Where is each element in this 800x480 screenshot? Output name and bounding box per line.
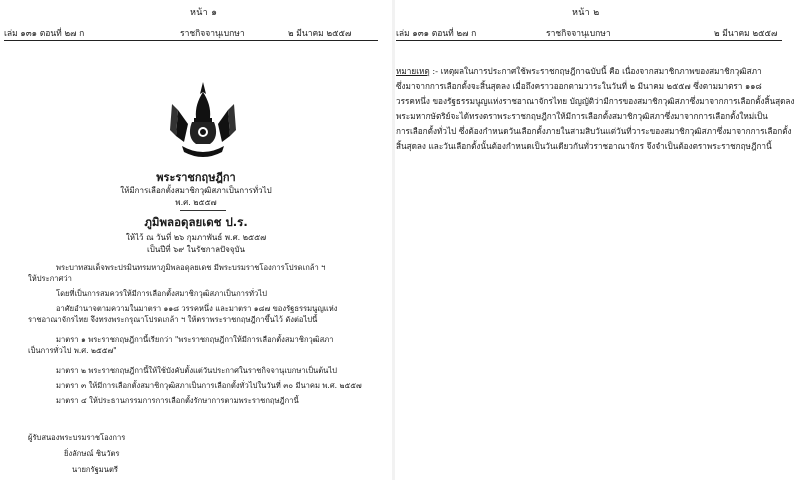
gazette-page-1 (0, 0, 392, 480)
section-4: มาตรา ๔ ให้ประธานกรรมการการเลือกตั้งรักษาการตามพระราชกฤษฎีกานี้ (56, 396, 299, 405)
reign-year: เป็นปีที่ ๖๙ ในรัชกาลปัจจุบัน (147, 245, 245, 254)
section-3: มาตรา ๓ ให้มีการเลือกตั้งสมาชิกวุฒิสภาเป็นการเลือกตั้งทั่วไปในวันที่ ๓๐ มีนาคม พ.ศ. ๒๕๕๗ (56, 381, 362, 390)
page-header (396, 0, 800, 44)
countersign-title: นายกรัฐมนตรี (72, 465, 118, 474)
page-number: หน้า ๒ (572, 8, 600, 18)
body-line: ราชอาณาจักรไทย จึงทรงพระกรุณาโปรดเกล้า ฯ ให้ตราพระราชกฤษฎีกาขึ้นไว้ ดังต่อไปนี้ (28, 315, 318, 324)
issue-date: ๒ มีนาคม ๒๕๕๗ (288, 29, 352, 39)
page-number: หน้า ๑ (190, 8, 218, 18)
gazette-name: ราชกิจจานุเบกษา (546, 29, 611, 39)
volume-info: เล่ม ๑๓๑ ตอนที่ ๒๗ ก (396, 29, 477, 39)
header-rule (396, 40, 782, 41)
gazette-page-2 (396, 0, 800, 480)
section-2: มาตรา ๒ พระราชกฤษฎีกานี้ให้ใช้บังคับตั้งแต่วันประกาศในราชกิจจานุเบกษาเป็นต้นไป (56, 366, 337, 375)
page-divider (392, 0, 395, 480)
countersign-role: ผู้รับสนองพระบรมราชโองการ (28, 433, 126, 442)
section-1-cont: เป็นการทั่วไป พ.ศ. ๒๕๕๗" (28, 346, 117, 355)
body-line: อาศัยอำนาจตามความในมาตรา ๑๑๘ วรรคหนึ่ง และมาตรา ๑๘๗ ของรัฐธรรมนูญแห่ง (56, 304, 338, 313)
note-line: ซึ่งมาจากการเลือกตั้งจะสิ้นสุดลง เมื่อถึงคราวออกตามวาระในวันที่ ๒ มีนาคม ๒๕๕๗ ซึ่งตามมาตรา ๑๑๘ (396, 81, 762, 91)
countersign-name: ยิ่งลักษณ์ ชินวัตร (64, 449, 120, 458)
body-line: โดยที่เป็นการสมควรให้มีการเลือกตั้งสมาชิกวุฒิสภาเป็นการทั่วไป (56, 289, 267, 298)
title-rule (180, 210, 226, 211)
body-line: ให้ประกาศว่า (28, 274, 72, 283)
note-line: พระมหากษัตริย์จะได้ทรงตราพระราชกฤษฎีกาให้มีการเลือกตั้งสมาชิกวุฒิสภาซึ่งมาจากการเลือกตั้งใหม่เป็น (396, 111, 768, 121)
decree-year: พ.ศ. ๒๕๕๗ (175, 198, 217, 207)
note-line: วรรคหนึ่ง ของรัฐธรรมนูญแห่งราชอาณาจักรไทย บัญญัติว่ามีการของสมาชิกวุฒิสภาซึ่งมาจากการเลือกตั้งสิ้นสุดลง (396, 96, 795, 106)
decree-subtitle: ให้มีการเลือกตั้งสมาชิกวุฒิสภาเป็นการทั่วไป (120, 186, 272, 195)
section-1: มาตรา ๑ พระราชกฤษฎีกานี้เรียกว่า "พระราชกฤษฎีกาให้มีการเลือกตั้งสมาชิกวุฒิสภา (56, 335, 334, 344)
header-rule (4, 40, 378, 41)
note-line: :- เหตุผลในการประกาศใช้พระราชกฤษฎีกาฉบับนี้ คือ เนื่องจากสมาชิกภาพของสมาชิกวุฒิสภา (432, 66, 762, 76)
body-line: พระบาทสมเด็จพระปรมินทรมหาภูมิพลอดุลยเดช มีพระบรมราชโองการโปรดเกล้า ฯ (56, 263, 326, 272)
gazette-name: ราชกิจจานุเบกษา (180, 29, 245, 39)
issue-date: ๒ มีนาคม ๒๕๕๗ (714, 29, 778, 39)
note-line: การเลือกตั้งทั่วไป ซึ่งต้องกำหนดวันเลือกตั้งภายในสามสิบวันแต่วันที่วาระของสมาชิกวุฒิสภาซึ่งมาจากการเลือกตั้ง (396, 126, 792, 136)
page-header (0, 0, 392, 44)
royal-emblem-icon (168, 80, 238, 162)
volume-info: เล่ม ๑๓๑ ตอนที่ ๒๗ ก (4, 29, 85, 39)
king-signature-name: ภูมิพลอดุลยเดช ป.ร. (144, 215, 248, 229)
decree-title: พระราชกฤษฎีกา (156, 171, 236, 184)
note-line: สิ้นสุดลง และวันเลือกตั้งนั้นต้องกำหนดเป็นวันเดียวกันทั่วราชอาณาจักร จึงจำเป็นต้องตราพระราชกฤษฎีกานี้ (396, 141, 772, 151)
given-date: ให้ไว้ ณ วันที่ ๒๖ กุมภาพันธ์ พ.ศ. ๒๕๕๗ (125, 233, 267, 242)
note-label: หมายเหตุ (396, 66, 430, 76)
